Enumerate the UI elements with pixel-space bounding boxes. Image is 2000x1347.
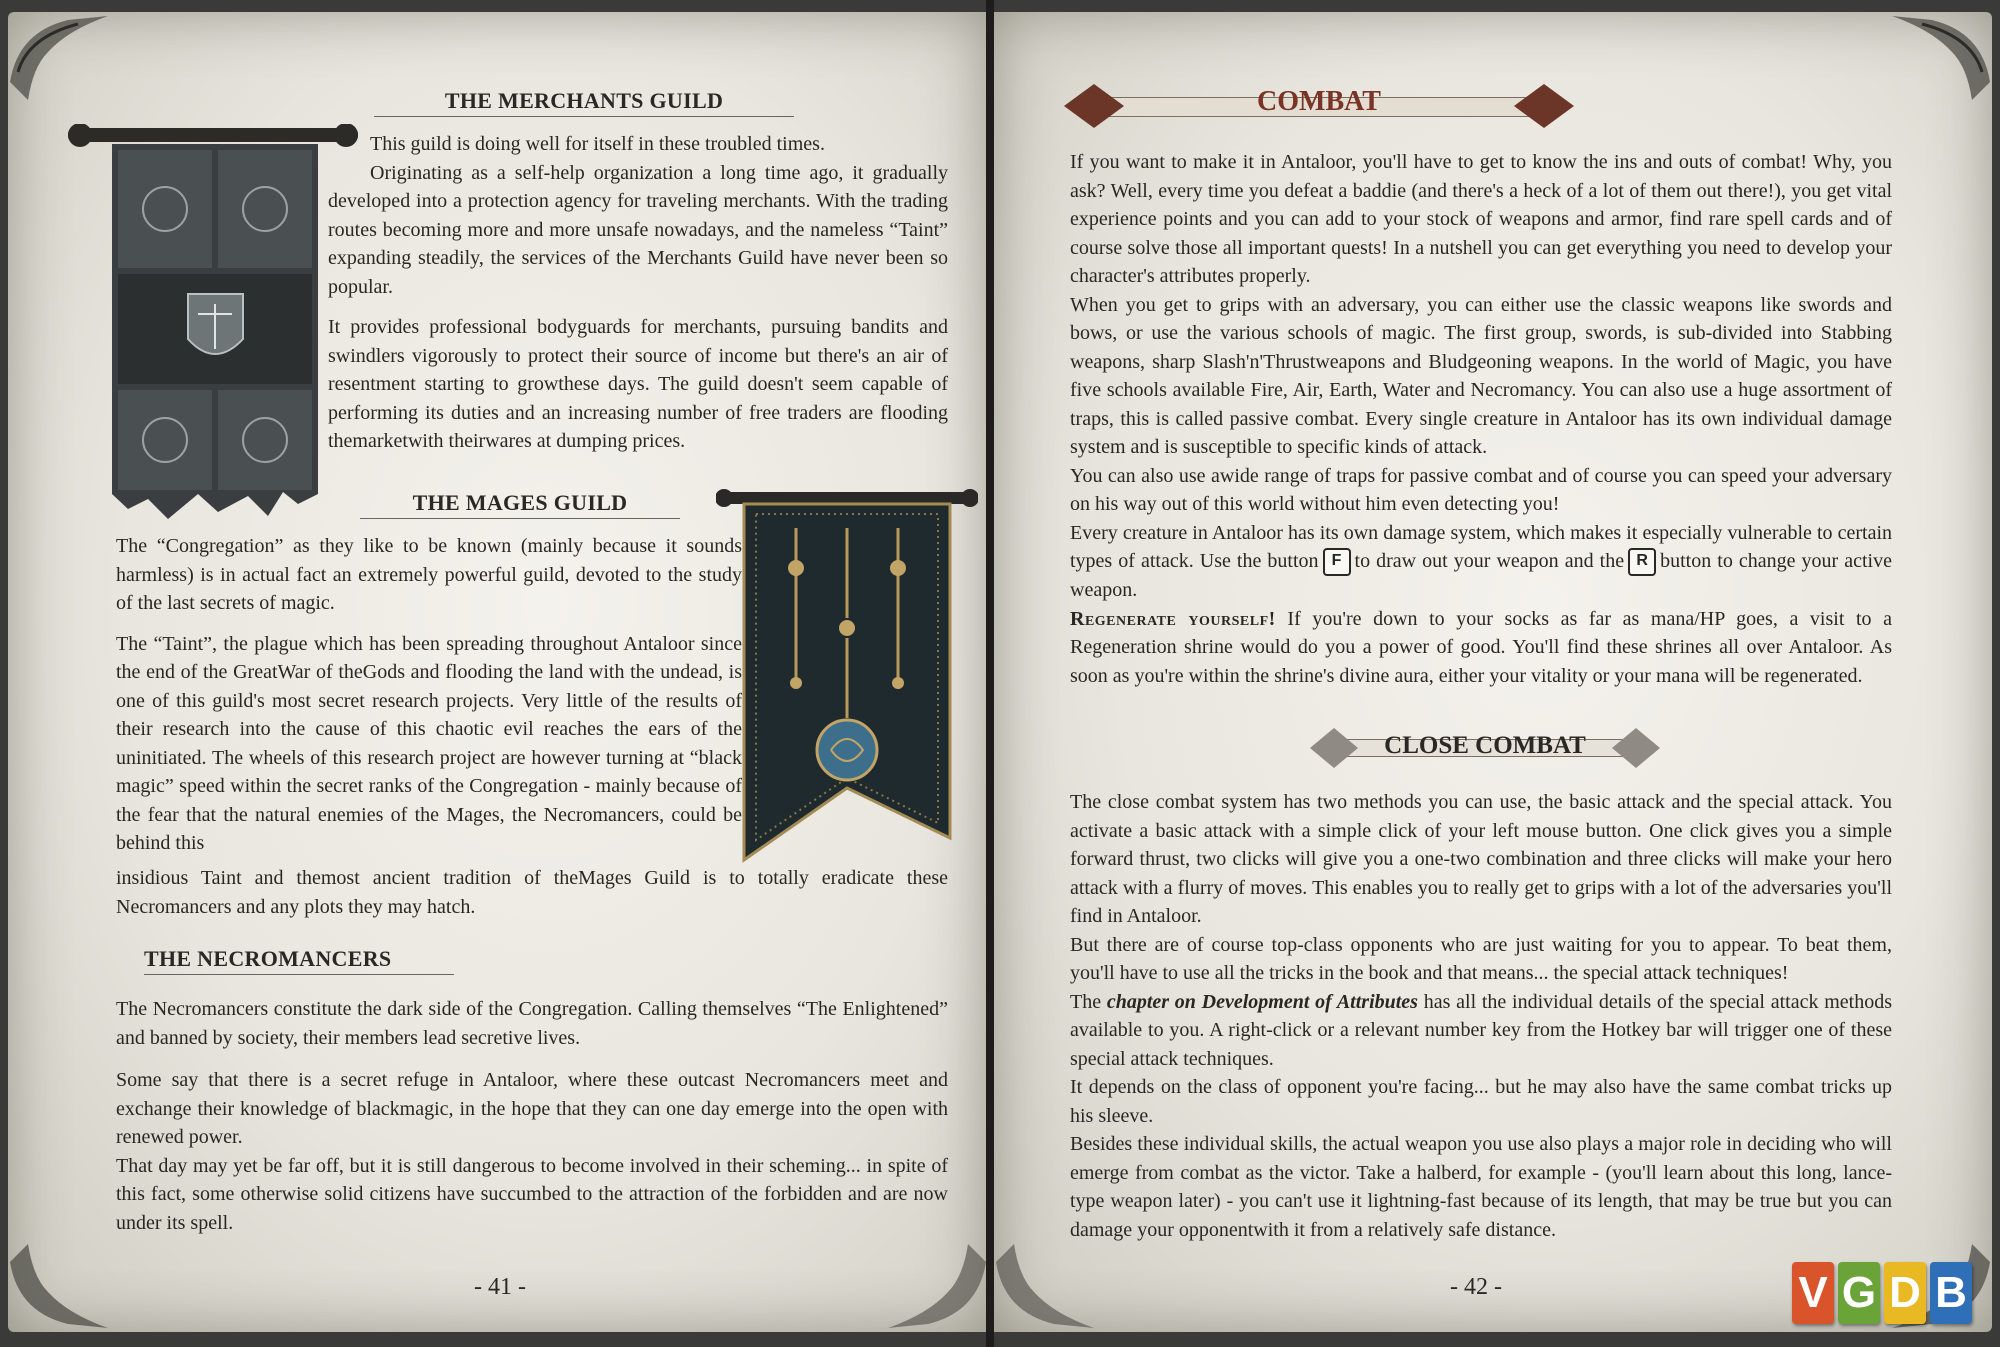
watermark-letter-d: D: [1884, 1262, 1926, 1324]
close-combat-paragraph-3-part-b: has all the individual details of the special attack methods available to you. A right-click or a relevant number key from the Hotkey bar will trigger one of these special attack techniques.: [1070, 990, 1892, 1070]
watermark-letter-v: V: [1792, 1262, 1834, 1324]
attributes-chapter-reference: chapter on Development of Attributes: [1106, 990, 1418, 1013]
close-combat-paragraph-3-part-a: The: [1070, 990, 1102, 1013]
necromancers-title: THE NECROMANCERS: [144, 946, 454, 975]
combat-paragraph-3: You can also use awide range of traps for passive combat and of course you can speed your adversary on his way out of this world without him even detecting you!: [1070, 464, 1892, 515]
book-spine: [986, 0, 994, 1347]
vgdb-watermark-logo: [1792, 1262, 1972, 1324]
close-combat-paragraph-1: The close combat system has two methods you can use, the basic attack and the special attack. You activate a basic attack with a simple click of your left mouse button. One click gives you a simple forward thrust, two clicks will give you a one-two combination and three clicks will make your hero attack with a flurry of moves. This enables you to really get to grips with a lot of the adversaries you'll find in Antaloor.: [1070, 791, 1892, 927]
mages-paragraph-1: The “Congregation” as they like to be known (mainly because it sounds harmless) is in actual fact an extremely powerful guild, devoted to the study of the last secrets of magic.: [116, 535, 742, 614]
combat-paragraph-4-part-c: button to change your active weapon.: [1070, 550, 1892, 602]
close-combat-paragraph-2: But there are of course top-class opponents who are just waiting for you to appear. To beat them, you'll have to use all the tricks in the book and that means... the special attack techniques!: [1070, 933, 1892, 984]
merchants-paragraph-2: It provides professional bodyguards for merchants, pursuing bandits and swindlers vigorously to protect their source of income but there's an air of resentment starting to growthese days. The guild doesn't seem capable of performing its duties and an increasing number of free traders are flooding themarketwith theirwares at dumping prices.: [328, 316, 948, 452]
mages-paragraph-2-continued: insidious Taint and themost ancient tradition of theMages Guild is to totally eradicate these Necromancers and any plots they may hatch.: [116, 867, 948, 918]
close-combat-title: CLOSE COMBAT: [1384, 732, 1586, 759]
combat-paragraph-5-body: If you're down to your socks as far as mana/HP goes, a visit to a Regeneration shrine would do you a power of good. You'll find these shrines all over Antaloor. As soon as you're within the shrine's divine aura, either your vitality or your mana will be regenerated.: [1070, 607, 1892, 687]
watermark-letter-g: G: [1838, 1262, 1880, 1324]
combat-heading-banner: [1064, 76, 1574, 136]
combat-paragraph-4-part-a: Every creature in Antaloor has its own damage system, which makes it especially vulnerable to certain types of attack. Use the button: [1070, 521, 1892, 572]
close-combat-heading-banner: [1310, 722, 1660, 774]
necromancers-paragraph-2: Some say that there is a secret refuge in Antaloor, where these outcast Necromancers meet and exchange their knowledge of blackmagic, in the hope that they can one day emerge into the open with renewed power.: [116, 1069, 948, 1148]
close-combat-paragraph-4: It depends on the class of opponent you're facing... but he may also have the same combat tricks up his sleeve.: [1070, 1076, 1892, 1127]
corner-ornament-top-left: [8, 12, 118, 102]
mages-guild-title: THE MAGES GUILD: [360, 490, 680, 519]
combat-paragraph-4-part-b: to draw out your weapon and the: [1354, 550, 1625, 572]
key-f-icon: F: [1323, 548, 1351, 576]
watermark-letter-b: B: [1930, 1262, 1972, 1324]
corner-ornament-top-right: [1882, 12, 1992, 102]
necromancers-paragraph-3: That day may yet be far off, but it is still dangerous to become involved in their scheming... in spite of this fact, some otherwise solid citizens have succumbed to the attraction of the forbidden and are now under its spell.: [116, 1154, 948, 1234]
merchants-paragraph-1: Originating as a self-help organization a long time ago, it gradually developed into a protection agency for traveling merchants. With the trading routes becoming more and more unsafe nowadays, and the nameless “Taint” expanding steadily, the services of the Merchants Guild have never been so popular.: [328, 161, 948, 298]
close-combat-paragraph-3: [1070, 988, 1892, 1074]
combat-paragraph-1: If you want to make it in Antaloor, you'll have to get to know the ins and outs of combat! Why, you ask? Well, every time you defeat a baddie (and there's a heck of a lot of them out there!), you get vital experience points and you can add to your stock of weapons and armor, find rare spell cards and of course solve those all important quests! In a nutshell you can get everything you need to develop your character's attributes properly.: [1070, 151, 1892, 287]
corner-ornament-bottom-spine-right: [994, 1242, 1104, 1332]
regenerate-yourself-lead: Regenerate yourself!: [1070, 607, 1276, 630]
mages-guild-banner-image: [716, 488, 978, 868]
corner-ornament-bottom-left: [8, 1242, 118, 1332]
close-combat-paragraph-5: Besides these individual skills, the actual weapon you use also plays a major role in deciding who will emerge from combat as the victor. Take a halberd, for example - (you'll learn about this long, lance-type weapon later) - you can't use it lightning-fast because of its length, that may be true but you can damage your opponentwith it from a relatively safe distance.: [1070, 1133, 1892, 1241]
merchants-paragraph-1-first-line: This guild is doing well for itself in these troubled times.: [370, 133, 825, 155]
combat-paragraph-5: [1070, 605, 1892, 691]
page-42: [994, 12, 1992, 1332]
merchants-guild-banner-image: [68, 124, 358, 524]
corner-ornament-bottom-spine: [878, 1242, 986, 1332]
mages-paragraph-2: The “Taint”, the plague which has been spreading throughout Antaloor since the end of the GreatWar of theGods and flooding the land with the undead, is one of this guild's most secret research projects. Very little of the results of their research into the cause of this chaotic evil reaches the ears of the uninitiated. The wheels of this research project are however turning at “black magic” speed within the secret ranks of the Congregation - mainly because of the fear that the natural enemies of the Mages, the Necromancers, could be behind this: [116, 632, 742, 854]
merchants-guild-title: THE MERCHANTS GUILD: [374, 88, 794, 117]
page-41: [8, 12, 986, 1332]
combat-paragraph-4: [1070, 519, 1892, 605]
page-number-left: - 41 -: [474, 1274, 526, 1300]
necromancers-paragraph-1: The Necromancers constitute the dark side of the Congregation. Calling themselves “The Enlightened” and banned by society, their members lead secretive lives.: [116, 998, 948, 1049]
combat-paragraph-2: When you get to grips with an adversary, you can either use the classic weapons like swords and bows, or use the various schools of magic. The first group, swords, is sub-divided into Stabbing weapons, sharp Slash'n'Thrustweapons and Bludgeoning weapons. In the world of Magic, you have five schools available Fire, Air, Earth, Water and Necromancy. You can also use a huge assortment of traps, this is called passive combat. Every single creature in Antaloor has its own individual damage system and is susceptible to specific kinds of attack.: [1070, 293, 1892, 458]
page-number-right: - 42 -: [1450, 1274, 1502, 1300]
combat-title: COMBAT: [1257, 86, 1381, 117]
key-r-icon: R: [1628, 548, 1656, 576]
